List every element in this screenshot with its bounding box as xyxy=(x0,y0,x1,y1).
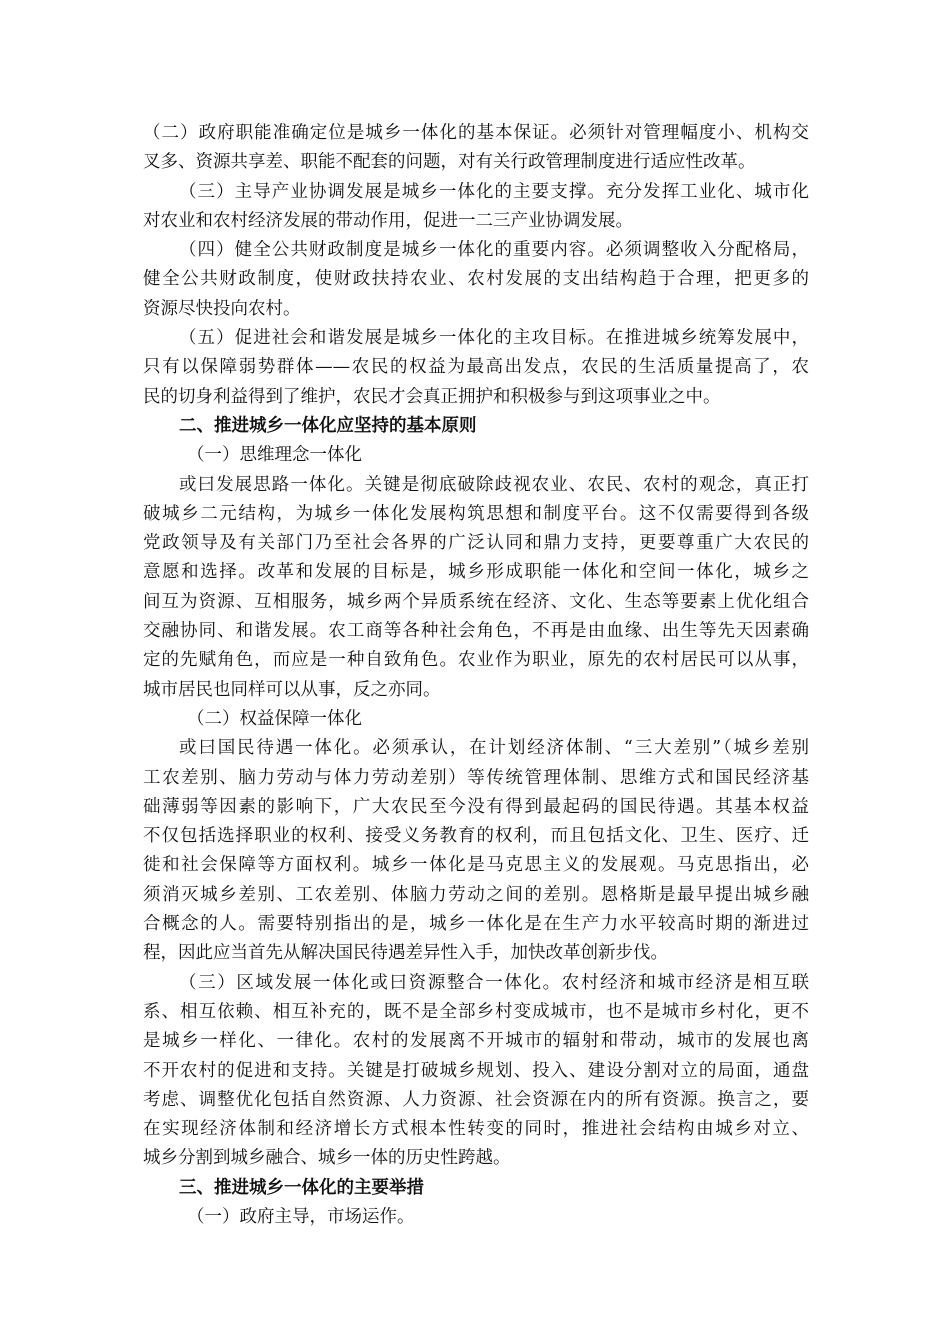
text-line: 间互为资源、互相服务，城乡两个异质系统在经济、文化、生态等要素上优化组合 xyxy=(143,591,809,612)
text-line: （四）健全公共财政制度是城乡一体化的重要内容。必须调整收入分配格局， xyxy=(179,240,809,261)
text-line: 不开农村的促进和支持。关键是打破城乡规划、投入、建设分割对立的局面，通盘 xyxy=(143,1060,809,1081)
text-line: 城乡分割到城乡融合、城乡一体的历史性跨越。 xyxy=(143,1148,511,1169)
paragraph-social-harmony xyxy=(143,324,809,412)
subsection-title-thinking: （一）思维理念一体化 xyxy=(187,445,362,466)
text-line: 健全公共财政制度，使财政扶持农业、农村发展的支出结构趋于合理，把更多的 xyxy=(143,269,809,290)
text-line: 叉多、资源共享差、职能不配套的问题，对有关行政管理制度进行适应性改革。 xyxy=(143,152,756,173)
text-line: 城市居民也同样可以从事，反之亦同。 xyxy=(143,679,441,700)
paragraph-rights-integration xyxy=(143,734,809,968)
paragraph-leading-industries xyxy=(143,178,809,237)
paragraph-regional-integration xyxy=(143,969,809,1174)
paragraph-government-functions xyxy=(143,119,809,178)
text-line: 须消灭城乡差别、工农差别、体脑力劳动之间的差别。恩格斯是最早提出城乡融 xyxy=(143,884,809,905)
text-line: 考虑、调整优化包括自然资源、人力资源、社会资源在内的所有资源。换言之，要 xyxy=(143,1089,809,1110)
document-page xyxy=(143,119,809,1232)
subsection-title-government-led: （一）政府主导，市场运作。 xyxy=(187,1206,415,1227)
text-line: 工农差别、脑力劳动与体力劳动差别）等传统管理体制、思维方式和国民经济基 xyxy=(143,767,809,788)
text-line: 破城乡二元结构，为城乡一体化发展构筑思想和制度平台。这不仅需要得到各级 xyxy=(143,503,809,524)
text-line: （三）主导产业协调发展是城乡一体化的主要支撑。充分发挥工业化、城市化 xyxy=(179,181,809,202)
text-line: （二）政府职能准确定位是城乡一体化的基本保证。必须针对管理幅度小、机构交 xyxy=(143,123,809,143)
text-line: 是城乡一样化、一律化。农村的发展离不开城市的辐射和带动，城市的发展也离 xyxy=(143,1031,809,1052)
text-line: 不仅包括选择职业的权利、接受义务教育的权利，而且包括文化、卫生、医疗、迁 xyxy=(143,826,809,847)
text-line: 系、相互依赖、相互补充的，既不是全部乡村变成城市，也不是城市乡村化，更不 xyxy=(143,1001,809,1022)
text-line: 在实现经济体制和经济增长方式根本性转变的同时，推进社会结构由城乡对立、 xyxy=(143,1119,809,1140)
text-line: 资源尽快投向农村。 xyxy=(143,298,301,319)
text-line: 意愿和选择。改革和发展的目标是，城乡形成职能一体化和空间一体化，城乡之 xyxy=(143,562,809,583)
text-line: 只有以保障弱势群体——农民的权益为最高出发点，农民的生活质量提高了，农 xyxy=(143,357,809,378)
section-heading-measures: 三、推进城乡一体化的主要举措 xyxy=(179,1177,424,1198)
text-line: 合概念的人。需要特别指出的是，城乡一体化是在生产力水平较高时期的渐进过 xyxy=(143,914,809,935)
text-line: 程，因此应当首先从解决国民待遇差异性入手，加快改革创新步伐。 xyxy=(143,943,668,964)
text-line: 民的切身利益得到了维护，农民才会真正拥护和积极参与到这项事业之中。 xyxy=(143,386,721,407)
paragraph-public-finance xyxy=(143,236,809,324)
text-line: 徙和社会保障等方面权利。城乡一体化是马克思主义的发展观。马克思指出，必 xyxy=(143,855,809,876)
text-line: 或曰国民待遇一体化。必须承认，在计划经济体制、“三大差别”（城乡差别 xyxy=(179,738,809,759)
text-line: （五）促进社会和谐发展是城乡一体化的主攻目标。在推进城乡统筹发展中， xyxy=(179,328,809,349)
text-line: （三）区域发展一体化或曰资源整合一体化。农村经济和城市经济是相互联 xyxy=(179,972,809,993)
text-line: 定的先赋角色，而应是一种自致角色。农业作为职业，原先的农村居民可以从事， xyxy=(143,650,809,671)
text-line: 础薄弱等因素的影响下，广大农民至今没有得到最起码的国民待遇。其基本权益 xyxy=(143,796,809,817)
section-heading-principles: 二、推进城乡一体化应坚持的基本原则 xyxy=(179,415,477,436)
text-line: 党政领导及有关部门乃至社会各界的广泛认同和鼎力支持，更要尊重广大农民的 xyxy=(143,533,809,554)
text-line: 交融协同、和谐发展。农工商等各种社会角色，不再是由血缘、出生等先天因素确 xyxy=(143,621,809,642)
subsection-title-rights: （二）权益保障一体化 xyxy=(187,708,362,729)
text-line: 对农业和农村经济发展的带动作用，促进一二三产业协调发展。 xyxy=(143,210,633,231)
paragraph-thinking-integration xyxy=(143,471,809,705)
text-line: 或曰发展思路一体化。关键是彻底破除歧视农业、农民、农村的观念，真正打 xyxy=(179,474,809,495)
